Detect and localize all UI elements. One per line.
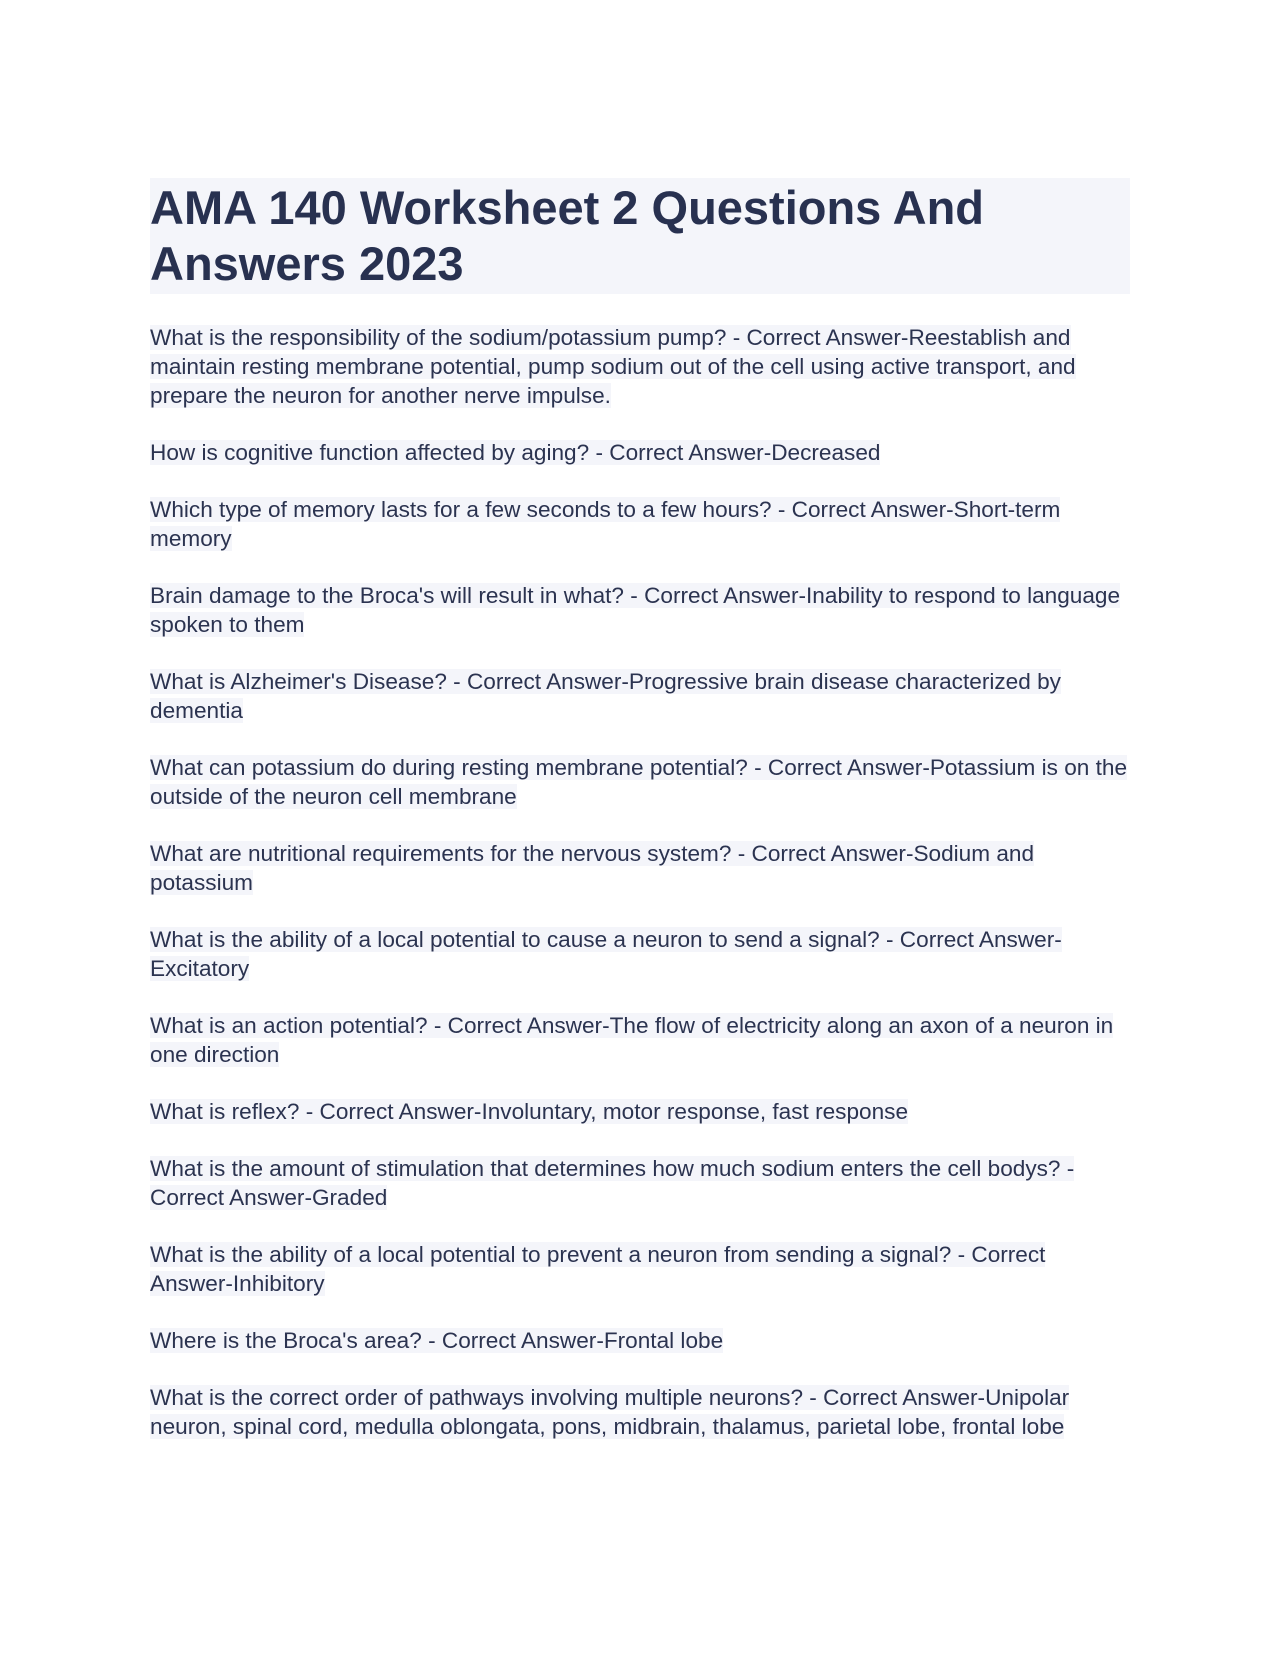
qa-item [150, 1154, 1130, 1212]
qa-item [150, 1011, 1130, 1069]
title-block [150, 178, 1130, 294]
qa-text: What is reflex? - Correct Answer-Involuntary, motor response, fast response [150, 1099, 909, 1124]
qa-item [150, 839, 1130, 897]
page-title: AMA 140 Worksheet 2 Questions And Answers 2023 [150, 181, 984, 290]
qa-item [150, 753, 1130, 811]
qa-text: What is the ability of a local potential to prevent a neuron from sending a signal? - Correct Answer-Inhibitory [150, 1242, 1046, 1296]
qa-item [150, 925, 1130, 983]
qa-text: Brain damage to the Broca's will result in what? - Correct Answer-Inability to respond to language spoken to them [150, 583, 1121, 637]
qa-text: What is the correct order of pathways involving multiple neurons? - Correct Answer-Unipolar neuron, spinal cord, medulla oblongata, pons, midbrain, thalamus, parietal lobe, frontal lobe [150, 1385, 1070, 1439]
qa-item [150, 1326, 1130, 1355]
qa-item [150, 438, 1130, 467]
qa-item [150, 323, 1130, 410]
qa-item [150, 1240, 1130, 1298]
qa-text: How is cognitive function affected by aging? - Correct Answer-Decreased [150, 440, 881, 465]
qa-text: What is an action potential? - Correct Answer-The flow of electricity along an axon of a neuron in one direction [150, 1013, 1114, 1067]
qa-text: Where is the Broca's area? - Correct Answer-Frontal lobe [150, 1328, 724, 1353]
qa-item [150, 581, 1130, 639]
qa-text: What can potassium do during resting membrane potential? - Correct Answer-Potassium is on the outside of the neuron cell membrane [150, 755, 1128, 809]
qa-text: What is the responsibility of the sodium/potassium pump? - Correct Answer-Reestablish and maintain resting membrane potential, pump sodium out of the cell using active transport, and prepare the neuron for another nerve impulse. [150, 325, 1076, 408]
qa-item [150, 1097, 1130, 1126]
qa-text: What is the ability of a local potential to cause a neuron to send a signal? - Correct Answer-Excitatory [150, 927, 1062, 981]
qa-text: Which type of memory lasts for a few seconds to a few hours? - Correct Answer-Short-term memory [150, 497, 1061, 551]
qa-text: What is Alzheimer's Disease? - Correct Answer-Progressive brain disease characterized by dementia [150, 669, 1061, 723]
qa-text: What is the amount of stimulation that determines how much sodium enters the cell bodys? - Correct Answer-Graded [150, 1156, 1075, 1210]
qa-text: What are nutritional requirements for the nervous system? - Correct Answer-Sodium and potassium [150, 841, 1035, 895]
qa-item [150, 495, 1130, 553]
qa-item [150, 1383, 1130, 1441]
qa-item [150, 667, 1130, 725]
document-page [150, 178, 1130, 1469]
qa-list [150, 323, 1130, 1441]
